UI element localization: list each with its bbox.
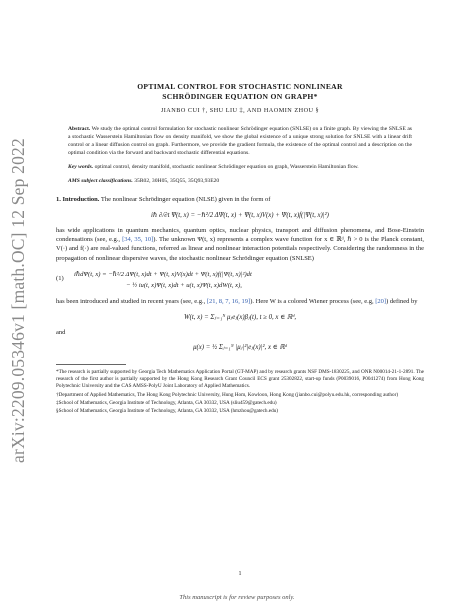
footnote-author-1: †Department of Applied Mathematics, The Hong Kong Polytechnic University, Hung Hom, Kowloon, Hong Kong (jianbo.cui@polyu.edu.hk, corresponding author) — [56, 391, 399, 398]
title-line-1: OPTIMAL CONTROL FOR STOCHASTIC NONLINEAR — [137, 82, 343, 91]
title-line-2: SCHRÖDINGER EQUATION ON GRAPH* — [162, 92, 318, 101]
author-list: JIANBO CUI †, SHU LIU ‡, AND HAOMIN ZHOU § — [160, 107, 320, 114]
paragraph-wiener — [56, 297, 424, 306]
abstract-text: We study the optimal control formulation for stochastic nonlinear Schrödinger equation (SNLSE) on a finite graph. By viewing the SNLSE as a stochastic Wasserstein Hamiltonian flow on density manifold, we show the global existence of a unique strong solution for SNLSE with a linear drift control or a linear diffusion control on graph. Furthermore, we provide the gradient formula, the existence of the optimal control and a description on the optimal condition via the forward and backward stochastic differential equations. — [68, 126, 412, 157]
snlse-formula-line2: − ½ iu(t, x)Ψ(t, x)dt + u(t, x)Ψ(t, x)dW(t, x), — [126, 282, 242, 290]
equation-number: (1) — [56, 275, 64, 283]
wiener-formula: W(t, x) = Σⱼ₌₁ᴺ μⱼeⱼ(x)βⱼ(t), t ≥ 0, x ∈ ℝᵈ, — [183, 313, 297, 321]
footnote-funding: *The research is partially supported by Georgia Tech Mathematics Application Portal (GT-MAP) and by research grants NSF DMS-1830225, and ONR N00014-21-1-2891. The research of the first author is partially supported by the Hong Kong Research Grant Council ECS grant 25302822, start-up funds (P0039016, P0041274) from Hong Kong Polytechnic University and the CAS AMSS-PolyU Joint Laboratory of Applied Mathematics. — [56, 369, 424, 390]
citation-link[interactable]: [34, 35, 10] — [122, 236, 154, 243]
para2-text-c: ) defined by — [386, 298, 418, 306]
abstract-label: Abstract. — [68, 126, 91, 133]
nlse-formula: iℏ ∂/∂t Ψ(t, x) = −ℏ²/2 ΔΨ(t, x) + Ψ(t, x)V(x) + Ψ(t, x)f(|Ψ(t, x)|²) — [151, 211, 329, 219]
ams-classification — [68, 177, 412, 185]
arxiv-id-text: arXiv:2209.05346v1 [math.OC] 12 Sep 2022 — [7, 137, 28, 463]
snlse-formula-line1: iℏdΨ(t, x) = −ℏ²/2 ΔΨ(t, x)dt + Ψ(t, x)V(x)dt + Ψ(t, x)f(|Ψ(t, x)|²)dt — [74, 271, 252, 279]
keywords-text: optimal control, density manifold, stochastic nonlinear Schrödinger equation on graph, Wasserstein Hamiltonian flow. — [94, 164, 359, 171]
abstract-block — [68, 125, 412, 185]
section-heading: 1. Introduction. — [56, 196, 100, 204]
equation-wiener — [56, 313, 424, 322]
ams-text: 35R02, 30H05, 35Q55, 35Q93,93E20 — [134, 178, 220, 185]
footnote-author-2: ‡School of Mathematics, Georgia Institute of Technology, Atlanta, GA 30332, USA (sliu459@gatech.edu) — [56, 399, 277, 406]
citation-link[interactable]: [20] — [375, 298, 387, 306]
equation-1 — [56, 269, 424, 291]
para2-text-b: ). Here W is a colored Wiener process (see, e.g, — [250, 298, 376, 306]
introduction-paragraph — [56, 195, 424, 204]
keywords-label: Key words. — [68, 164, 94, 171]
review-notice: This manuscript is for review purposes only. — [179, 594, 295, 601]
paper-page — [56, 82, 424, 577]
para2-text-a: has been introduced and studied in recent years (see, e.g., — [56, 298, 207, 306]
para1-text-a: has wide applications in quantum mechanics, quantum optics, nuclear physics, transport and diffusion phenomena, and Bose-Einstein condensations (see, e.g., — [56, 226, 424, 243]
arxiv-identifier — [3, 120, 33, 480]
keywords — [68, 163, 412, 171]
mu-formula: μ(x) = ½ Σⱼ₌₁ᴺ |μⱼ|²|eⱼ(x)|², x ∈ ℝᵈ — [193, 344, 287, 352]
abstract — [68, 125, 412, 157]
and-text: and — [56, 328, 66, 336]
footnote-author-3: §School of Mathematics, Georgia Institute of Technology, Atlanta, GA 30332, USA (hmzhou@gatech.edu) — [56, 407, 279, 414]
ams-label: AMS subject classifications. — [68, 178, 133, 185]
para1-text-b: ). The unknown Ψ(t, x) represents a complex wave function for x ∈ ℝᵈ, ℏ > 0 is the Planck constant, V(·) and f(·) are real-valued functions, referred as linear and nonlinear interaction potentials respectively. Considering the randomness in the propagation of nonlinear dispersive waves, the stochastic nonlinear Schrödinger equation (SNLSE) — [56, 236, 424, 262]
page-number: 1 — [238, 571, 242, 577]
paragraph-applications — [56, 226, 424, 264]
citation-link[interactable]: [21, 8, 7, 16, 19] — [206, 298, 251, 306]
equation-nlse — [56, 211, 424, 220]
equation-mu — [56, 343, 424, 352]
intro-text: The nonlinear Schrödinger equation (NLSE) given in the form of — [100, 196, 271, 204]
paper-title — [56, 82, 424, 102]
footnote-divider — [56, 364, 126, 365]
